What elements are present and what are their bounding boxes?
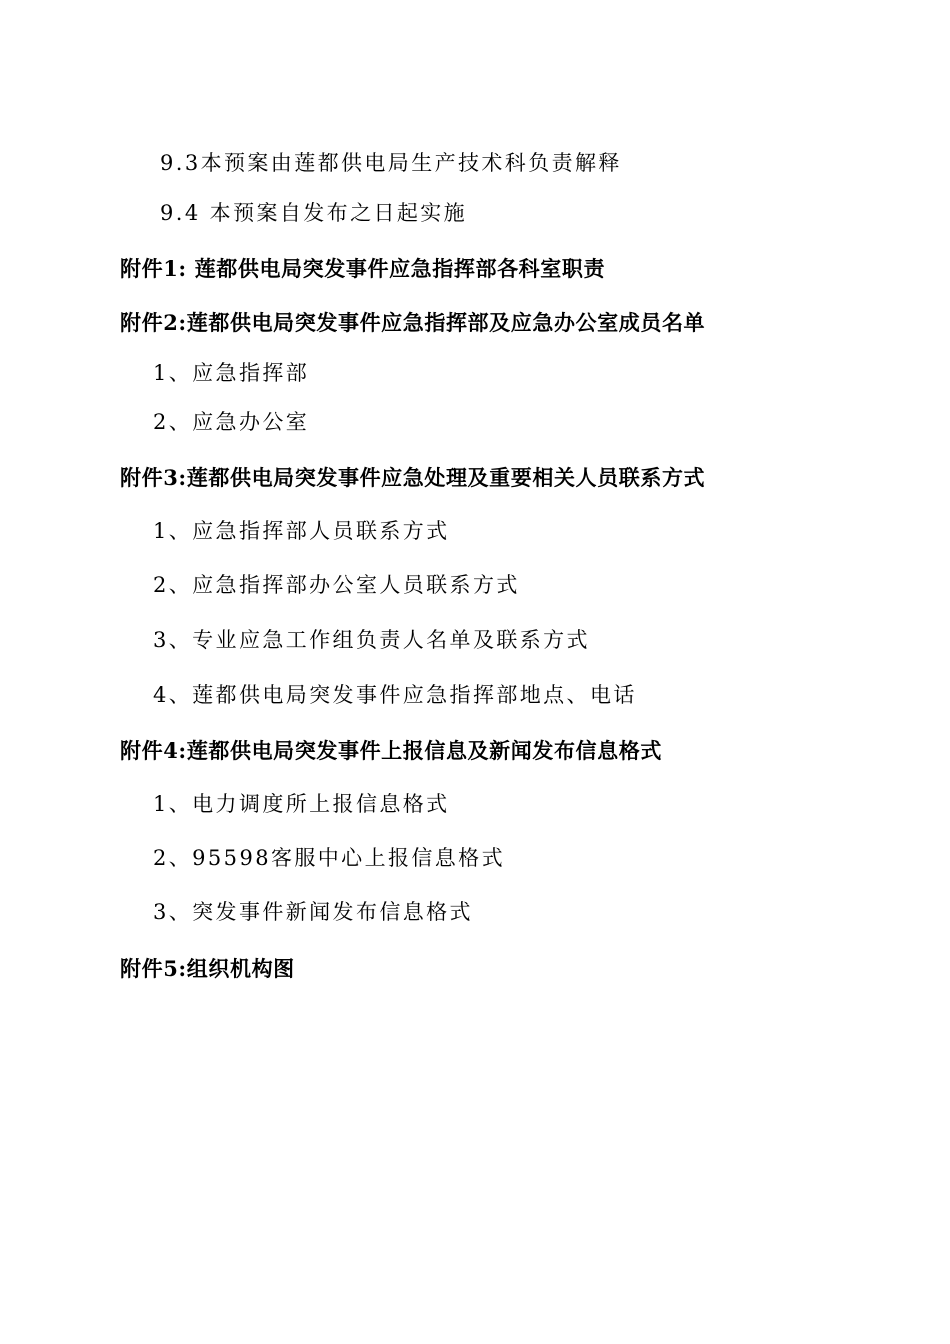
attachment-4-heading: 附件4:莲都供电局突发事件上报信息及新闻发布信息格式 xyxy=(120,738,662,763)
attachment-3-item-3: 3、专业应急工作组负责人名单及联系方式 xyxy=(153,628,590,652)
attachment-2-item-2: 2、应急办公室 xyxy=(153,410,310,434)
attachment-5-heading: 附件5:组织机构图 xyxy=(120,956,295,981)
attachment-3-item-1: 1、应急指挥部人员联系方式 xyxy=(153,519,450,543)
attachment-2-heading: 附件2:莲都供电局突发事件应急指挥部及应急办公室成员名单 xyxy=(120,310,706,335)
attachment-1-heading: 附件1: 莲都供电局突发事件应急指挥部各科室职责 xyxy=(120,256,606,281)
attachment-3-item-4: 4、莲都供电局突发事件应急指挥部地点、电话 xyxy=(153,683,637,707)
attachment-3-item-2: 2、应急指挥部办公室人员联系方式 xyxy=(153,573,520,597)
attachment-4-item-3: 3、突发事件新闻发布信息格式 xyxy=(153,900,473,924)
attachment-2-item-1: 1、应急指挥部 xyxy=(153,361,310,385)
attachment-4-item-2: 2、95598客服中心上报信息格式 xyxy=(153,846,505,870)
clause-9-4: 9.4 本预案自发布之日起实施 xyxy=(160,201,468,225)
clause-9-3: 9.3本预案由莲都供电局生产技术科负责解释 xyxy=(160,151,622,175)
attachment-4-item-1: 1、电力调度所上报信息格式 xyxy=(153,792,450,816)
attachment-3-heading: 附件3:莲都供电局突发事件应急处理及重要相关人员联系方式 xyxy=(120,465,706,490)
